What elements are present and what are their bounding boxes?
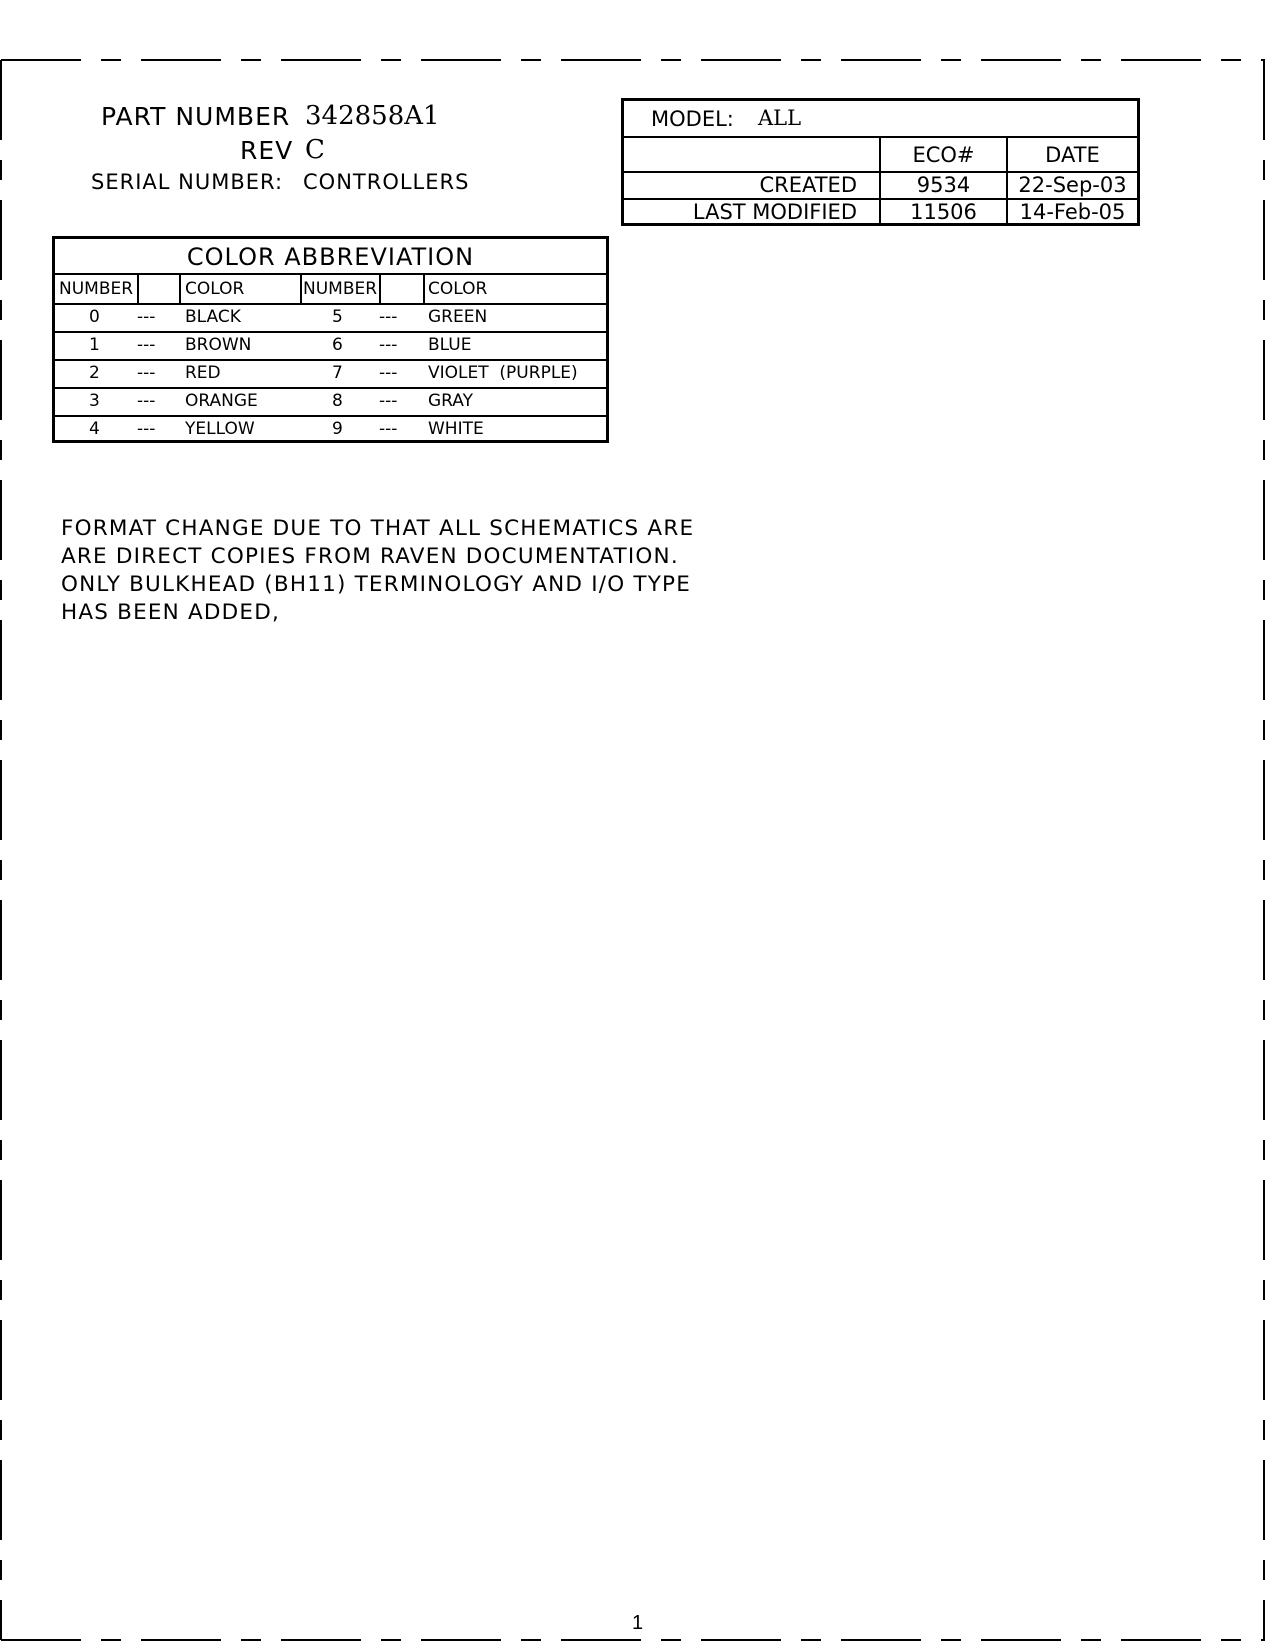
color-number: 5 — [332, 307, 343, 327]
color-name: GRAY — [428, 391, 473, 411]
color-table-title: COLOR ABBREVIATION — [186, 243, 475, 271]
date-header: DATE — [1045, 143, 1100, 167]
created-date: 22-Sep-03 — [1018, 173, 1127, 197]
last-modified-label: LAST MODIFIED — [692, 200, 857, 224]
format-change-note — [61, 515, 694, 627]
model-value: ALL — [758, 106, 802, 130]
color-number: 8 — [332, 391, 343, 411]
color-name: YELLOW — [185, 419, 255, 439]
color-number: 2 — [89, 363, 100, 383]
color-number: 9 — [332, 419, 343, 439]
color-dash: --- — [379, 307, 398, 327]
color-dash: --- — [379, 335, 398, 355]
color-number: 1 — [89, 335, 100, 355]
color-number: 3 — [89, 391, 100, 411]
color-header-right: COLOR — [428, 279, 488, 299]
color-name: ORANGE — [185, 391, 258, 411]
last-modified-eco: 11506 — [910, 200, 977, 224]
number-header-left: NUMBER — [59, 279, 134, 299]
color-name: RED — [185, 363, 221, 383]
color-name: BROWN — [185, 335, 252, 355]
color-dash: --- — [137, 419, 156, 439]
created-label: CREATED — [759, 173, 857, 197]
eco-header: ECO# — [912, 143, 975, 167]
part-number-label: PART NUMBER — [101, 102, 291, 131]
note-line: HAS BEEN ADDED, — [61, 600, 280, 625]
part-number-value: 342858A1 — [305, 101, 440, 131]
color-dash: --- — [137, 307, 156, 327]
created-eco: 9534 — [916, 173, 971, 197]
color-name: BLUE — [428, 335, 472, 355]
color-dash: --- — [379, 363, 398, 383]
color-name: GREEN — [428, 307, 488, 327]
color-number: 6 — [332, 335, 343, 355]
color-number: 0 — [89, 307, 100, 327]
model-table — [621, 98, 1140, 226]
color-name: BLACK — [185, 307, 241, 327]
color-abbreviation-table — [52, 236, 609, 443]
rev-value: C — [305, 135, 325, 165]
color-header-left: COLOR — [185, 279, 245, 299]
page-number: 1 — [631, 1612, 644, 1634]
note-line: ONLY BULKHEAD (BH11) TERMINOLOGY AND I/O TYPE — [61, 572, 691, 597]
color-name: WHITE — [428, 419, 484, 439]
color-dash: --- — [379, 391, 398, 411]
color-number: 7 — [332, 363, 343, 383]
color-number: 4 — [89, 419, 100, 439]
color-dash: --- — [137, 363, 156, 383]
serial-number-label: SERIAL NUMBER: — [91, 170, 284, 194]
note-line: FORMAT CHANGE DUE TO THAT ALL SCHEMATICS ARE — [61, 516, 695, 541]
last-modified-date: 14-Feb-05 — [1019, 200, 1126, 224]
rev-label: REV — [240, 136, 294, 165]
note-line: ARE DIRECT COPIES FROM RAVEN DOCUMENTATION. — [61, 544, 679, 569]
color-name: VIOLET (PURPLE) — [428, 363, 578, 383]
number-header-right: NUMBER — [303, 279, 378, 299]
color-dash: --- — [379, 419, 398, 439]
model-label: MODEL: — [651, 107, 734, 131]
color-dash: --- — [137, 391, 156, 411]
color-dash: --- — [137, 335, 156, 355]
serial-number-value: CONTROLLERS — [303, 170, 470, 194]
